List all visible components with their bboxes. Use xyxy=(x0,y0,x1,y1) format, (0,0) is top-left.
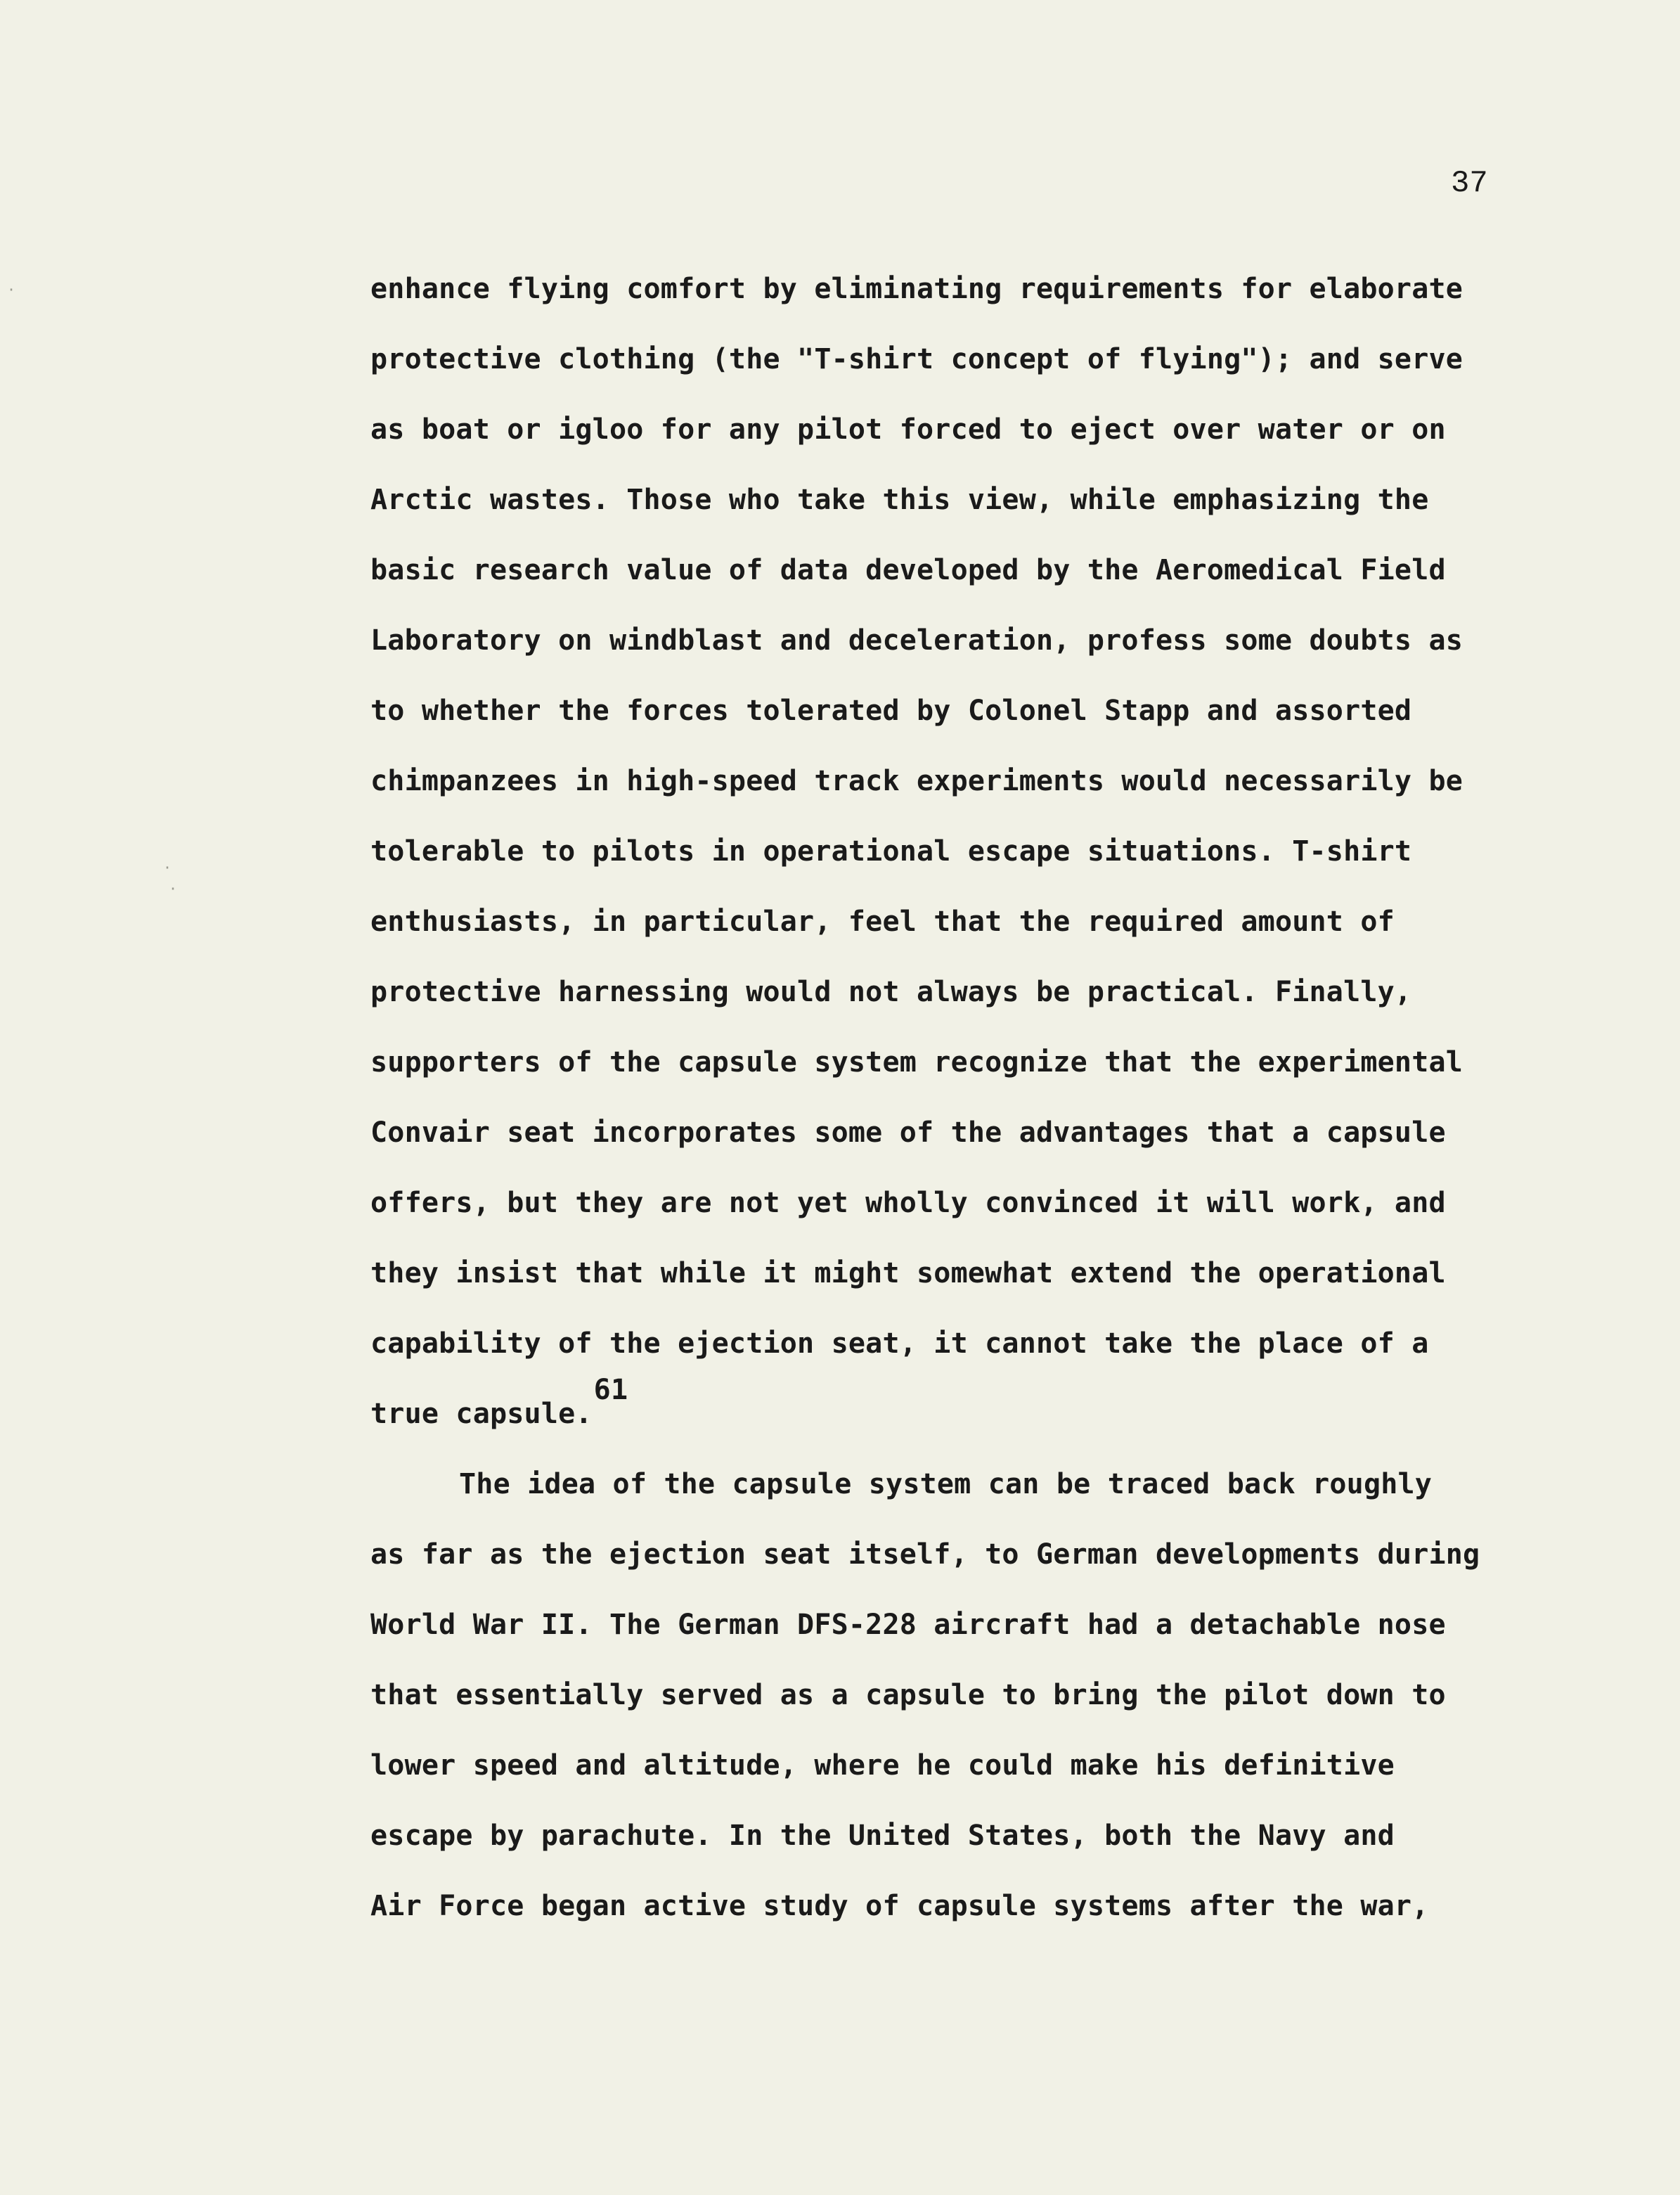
scan-speck: · xyxy=(169,880,178,897)
paragraph-1-line-12: supporters of the capsule system recognize that the experimental xyxy=(370,1046,1463,1079)
paragraph-2-line-1: The idea of the capsule system can be traced back roughly xyxy=(459,1468,1433,1500)
paragraph-1-line-1: enhance flying comfort by eliminating requirements for elaborate xyxy=(370,273,1463,305)
last-line-text: true capsule. xyxy=(370,1398,593,1430)
page-number: 37 xyxy=(1451,166,1488,201)
paragraph-2-line-4: that essentially served as a capsule to bring the pilot down to xyxy=(370,1679,1446,1711)
paragraph-1-line-5: basic research value of data developed by the Aeromedical Field xyxy=(370,554,1446,586)
paragraph-1-line-16: capability of the ejection seat, it cannot take the place of a xyxy=(370,1327,1429,1360)
paragraph-1-line-17 xyxy=(370,1374,628,1431)
paragraph-1-line-8: chimpanzees in high-speed track experiments would necessarily be xyxy=(370,765,1463,797)
paragraph-2-line-5: lower speed and altitude, where he could make his definitive xyxy=(370,1749,1395,1782)
paragraph-1-line-15: they insist that while it might somewhat extend the operational xyxy=(370,1257,1446,1289)
paragraph-1-line-6: Laboratory on windblast and deceleration, profess some doubts as xyxy=(370,624,1463,657)
paragraph-1-line-4: Arctic wastes. Those who take this view, while emphasizing the xyxy=(370,484,1429,516)
paragraph-1-line-13: Convair seat incorporates some of the advantages that a capsule xyxy=(370,1116,1446,1149)
scan-speck: · xyxy=(163,859,172,876)
paragraph-1-line-10: enthusiasts, in particular, feel that the required amount of xyxy=(370,906,1395,938)
scan-speck: · xyxy=(7,281,16,298)
paragraph-1-line-9: tolerable to pilots in operational escape situations. T-shirt xyxy=(370,835,1412,868)
footnote-reference: 61 xyxy=(593,1374,628,1406)
paragraph-1-line-2: protective clothing (the "T-shirt concept of flying"); and serve xyxy=(370,343,1463,375)
paragraph-2-line-6: escape by parachute. In the United States, both the Navy and xyxy=(370,1820,1395,1852)
paragraph-2-line-2: as far as the ejection seat itself, to German developments during xyxy=(370,1538,1480,1571)
paragraph-2-line-7: Air Force began active study of capsule systems after the war, xyxy=(370,1890,1429,1922)
paragraph-1-line-11: protective harnessing would not always be practical. Finally, xyxy=(370,976,1412,1008)
paragraph-1-line-3: as boat or igloo for any pilot forced to eject over water or on xyxy=(370,413,1446,446)
paragraph-1-line-7: to whether the forces tolerated by Colonel Stapp and assorted xyxy=(370,695,1412,727)
paragraph-2-line-3: World War II. The German DFS-228 aircraft had a detachable nose xyxy=(370,1609,1446,1641)
paragraph-1-line-14: offers, but they are not yet wholly convinced it will work, and xyxy=(370,1187,1446,1219)
